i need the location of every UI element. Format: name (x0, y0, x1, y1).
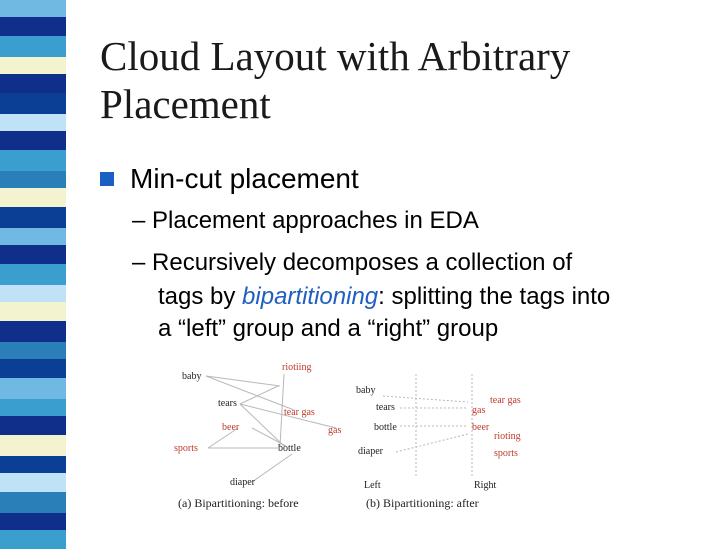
text-tags-by: tags by (158, 283, 243, 310)
after-right-word-2: beer (472, 422, 490, 433)
caption-after: (b) Bipartitioning: after (366, 496, 479, 510)
bullet-square-icon (100, 172, 114, 186)
after-left-word-1: tears (376, 402, 395, 413)
stripe-cell (0, 150, 66, 171)
stripe-cell (0, 416, 66, 435)
before-word-2: tears (218, 398, 237, 409)
slide-title (100, 32, 700, 128)
after-right-word-1: gas (472, 405, 486, 416)
before-word-3: tear gas (284, 407, 315, 418)
bullet-min-cut-placement: Min-cut placement (130, 163, 359, 194)
stripe-cell (0, 131, 66, 150)
graph-edge (206, 376, 280, 386)
stripe-cell (0, 93, 66, 114)
after-left-word-2: bottle (374, 422, 397, 433)
sub-bullet-recursive-line2 (158, 282, 610, 312)
stripe-cell (0, 207, 66, 228)
stripe-cell (0, 342, 66, 359)
stripe-cell (0, 264, 66, 285)
before-word-1: baby (182, 371, 202, 382)
stripe-cell (0, 171, 66, 188)
stripe-cell (0, 399, 66, 416)
graph-edge (396, 434, 468, 452)
stripe-cell (0, 473, 66, 492)
stripe-cell (0, 57, 66, 74)
right-group-label: Right (474, 480, 497, 491)
caption-before: (a) Bipartitioning: before (178, 496, 299, 510)
before-word-6: sports (174, 443, 198, 454)
graph-edge (240, 404, 284, 446)
before-word-4: beer (222, 422, 240, 433)
stripe-cell (0, 36, 66, 57)
stripe-cell (0, 359, 66, 378)
before-word-0: riotiing (282, 362, 312, 373)
stripe-cell (0, 245, 66, 264)
sub-bullet-recursive-line1: – Recursively decomposes a collection of (132, 249, 573, 276)
title-line-2: Placement (100, 81, 271, 127)
stripe-cell (0, 188, 66, 207)
graph-edge (383, 396, 468, 402)
stripe-cell (0, 456, 66, 473)
after-right-word-3: rioting (494, 431, 521, 442)
graph-edge (252, 454, 292, 482)
sub-bullet-recursive-line3: a “left” group and a “right” group (158, 315, 499, 342)
text-splitting: : splitting the tags into (378, 283, 611, 310)
stripe-cell (0, 74, 66, 93)
term-bipartitioning: bipartitioning (242, 283, 379, 310)
after-right-word-4: sports (494, 448, 518, 459)
after-left-word-0: baby (356, 385, 376, 396)
before-word-8: diaper (230, 477, 255, 488)
stripe-cell (0, 378, 66, 399)
decorative-stripe (0, 0, 66, 540)
stripe-cell (0, 321, 66, 342)
stripe-cell (0, 513, 66, 530)
before-word-5: gas (328, 425, 342, 436)
before-word-7: bottle (278, 443, 301, 454)
title-line-1: Cloud Layout with Arbitrary (100, 33, 571, 79)
left-group-label: Left (364, 480, 381, 491)
stripe-cell (0, 492, 66, 513)
after-right-word-0: tear gas (490, 395, 521, 406)
stripe-cell (0, 0, 66, 17)
stripe-cell (0, 435, 66, 456)
stripe-cell (0, 285, 66, 302)
stripe-cell (0, 228, 66, 245)
stripe-cell (0, 17, 66, 36)
sub-bullet-placement-eda: – Placement approaches in EDA (132, 207, 479, 234)
after-left-word-3: diaper (358, 446, 383, 457)
stripe-cell (0, 114, 66, 131)
bipartitioning-figure (168, 356, 540, 518)
stripe-cell (0, 302, 66, 321)
